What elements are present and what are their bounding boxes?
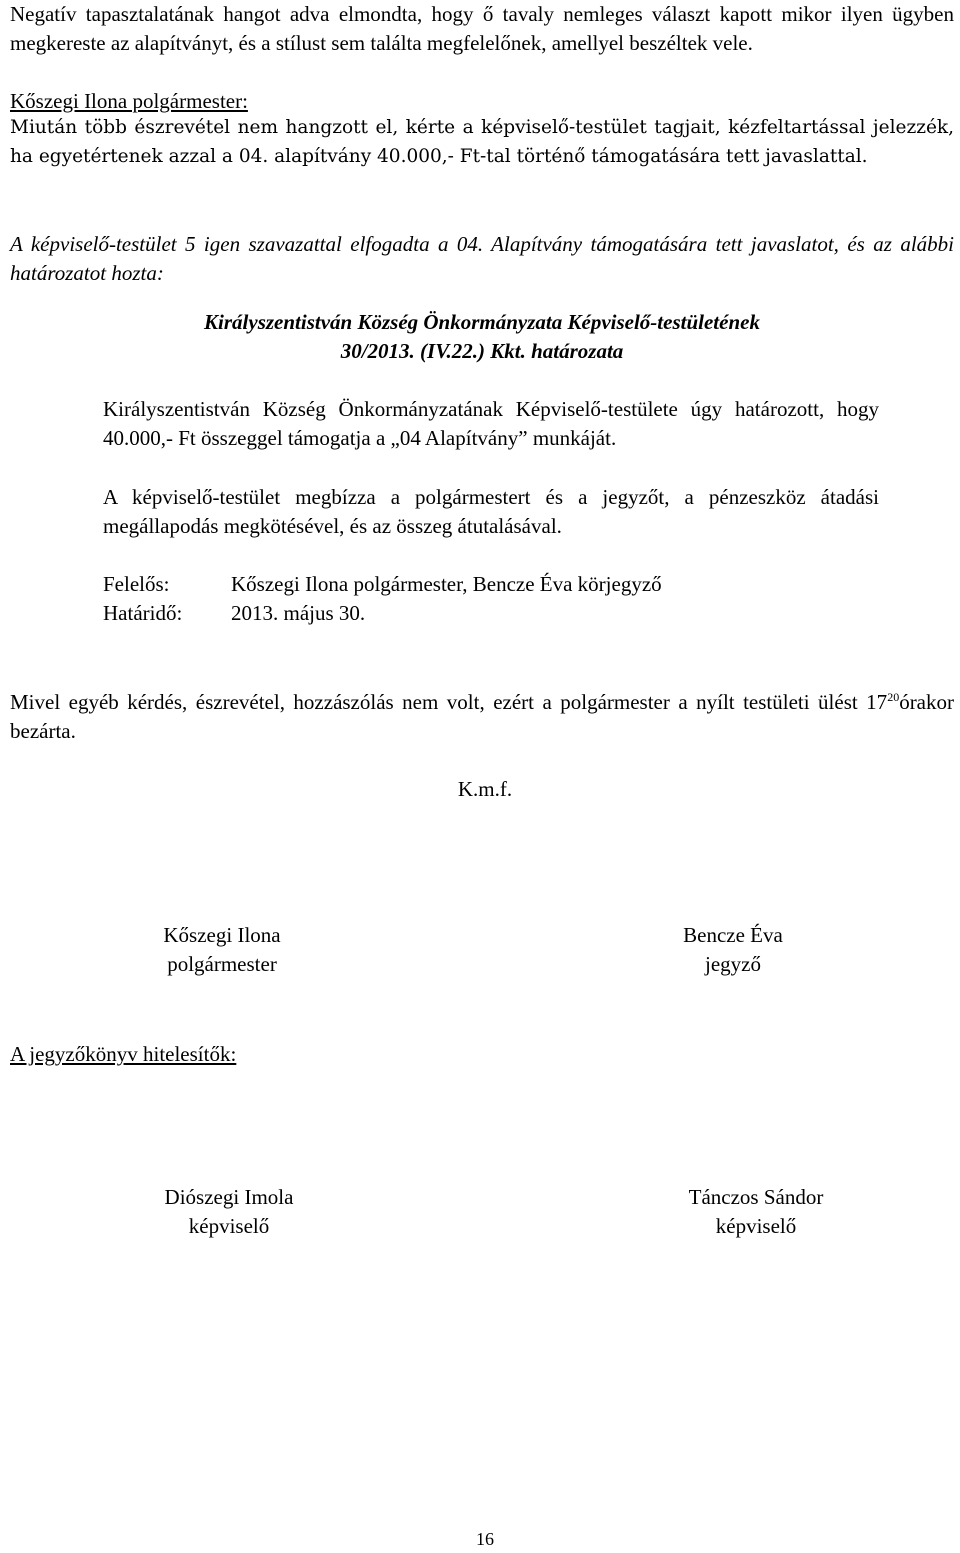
vote-result: A képviselő-testület 5 igen szavazattal elfogadta a 04. Alapítvány támogatására tett javaslatot, és az alábbi határozatot hozta: [10,232,954,285]
deadline-value: 2013. május 30. [231,601,366,625]
signature-notary [633,921,833,979]
signature-role: polgármester [167,952,277,976]
resolution-responsible [103,570,879,599]
kmf: K.m.f. [457,777,513,801]
speaker-statement: Miután több észrevétel nem hangzott el, kérte a képviselő-testület tagjait, kézfeltartással jelezzék, ha egyetértenek azzal a 04. alapítvány 40.000,- Ft-tal történő támogatására tett javaslattal. [10,117,954,167]
authenticator-2 [656,1183,856,1241]
signature-name: Kőszegi Ilona [163,923,281,947]
speaker-name: Kőszegi Ilona polgármester: [10,89,248,113]
closing-time-minutes: 20 [887,690,900,704]
responsible-label: Felelős: [103,572,170,596]
authenticator-role: képviselő [188,1214,270,1238]
responsible-value: Kőszegi Ilona polgármester, Bencze Éva körjegyző [231,572,662,596]
resolution-decision: Királyszentistván Község Önkormányzatának Képviselő-testülete úgy határozott, hogy 40.000,- Ft összeggel támogatja a „04 Alapítvány” munkáját. [103,397,879,450]
signature-role: jegyző [705,952,761,976]
resolution-title [60,308,904,366]
closing-text-end: órakor bezárta. [10,690,954,743]
resolution-title-line1: Királyszentistván Község Önkormányzata Képviselő-testületének [204,310,760,334]
closing-text: Mivel egyéb kérdés, észrevétel, hozzászólás nem volt, ezért a polgármester a nyílt testületi ülést 17 [10,690,888,714]
authenticator-role: képviselő [715,1214,797,1238]
signature-name: Bencze Éva [683,923,783,947]
authenticator-name: Tánczos Sándor [688,1185,824,1209]
intro-paragraph: Negatív tapasztalatának hangot adva elmondta, hogy ő tavaly nemleges választ kapott mikor ilyen ügyben megkereste az alapítványt, és a stílust sem találta megfelelőnek, amellyel beszéltek vele. [10,2,954,55]
signature-mayor [122,921,322,979]
resolution-title-line2: 30/2013. (IV.22.) Kkt. határozata [340,339,624,363]
authenticators-label: A jegyzőkönyv hitelesítők: [10,1042,237,1066]
closing-paragraph [10,688,954,746]
resolution-mandate: A képviselő-testület megbízza a polgármestert és a jegyzőt, a pénzeszköz átadási megállapodás megkötésével, és az összeg átutalásával. [103,485,879,538]
deadline-label: Határidő: [103,601,183,625]
resolution-deadline [103,599,879,628]
page-number: 16 [476,1529,494,1549]
authenticator-1 [129,1183,329,1241]
authenticator-name: Diószegi Imola [164,1185,294,1209]
